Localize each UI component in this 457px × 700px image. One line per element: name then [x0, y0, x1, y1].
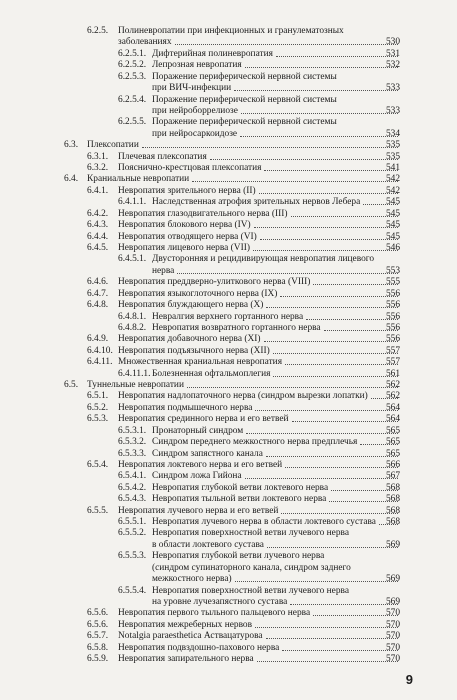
- toc-entry-number: 6.4.11.1.: [118, 368, 151, 379]
- toc-entry-page: 545: [385, 231, 400, 242]
- toc-entry-number: 6.4.7.: [87, 288, 109, 299]
- toc-entry-title: Невропатия лучевого нерва в области локтевого сустава: [152, 517, 376, 528]
- toc-entry-page: 557: [385, 357, 400, 368]
- toc-dot-leader: [259, 184, 398, 194]
- toc-dot-leader: [306, 310, 398, 320]
- toc-entry-page: 569: [385, 539, 400, 550]
- toc-entry-number: 6.2.5.2.: [118, 60, 147, 71]
- toc-dot-leader: [234, 81, 398, 91]
- toc-entry-page: 534: [385, 128, 400, 139]
- toc-entry-title: Пронаторный синдром: [152, 425, 244, 436]
- toc-dot-leader: [245, 58, 398, 68]
- toc-entry-page: 556: [385, 311, 400, 322]
- toc-dot-leader: [260, 230, 398, 240]
- toc-entry-number: 6.5.4.: [87, 459, 109, 470]
- toc-dot-leader: [285, 355, 398, 365]
- toc-entry-page: 570: [385, 619, 400, 630]
- toc-entry-title: нерва: [152, 265, 175, 276]
- toc-dot-leader: [292, 412, 399, 422]
- toc-entry-number: 6.5.: [64, 380, 79, 391]
- toc-entry-title: межкостного нерва): [152, 574, 232, 585]
- toc-entry-title: Невропатия блуждающего нерва (X): [118, 300, 264, 311]
- toc-entry-title: Невропатия глубокой ветви лучевого нерва: [152, 551, 325, 562]
- toc-entry-title: Невропатия глазодвигательного нерва (III): [118, 208, 288, 219]
- toc-dot-leader: [253, 241, 398, 251]
- toc-dot-leader: [266, 447, 398, 457]
- toc-entry-number: 6.5.3.: [87, 414, 109, 425]
- toc-entry-page: 556: [385, 300, 400, 311]
- toc-entry-title: Невропатия подъязычного нерва (XII): [118, 345, 270, 356]
- toc-entry-number: 6.4.10.: [87, 345, 113, 356]
- toc-entry-page: 533: [385, 83, 400, 94]
- toc-entry-number: 6.5.6.: [87, 608, 109, 619]
- toc-entry-number: 6.2.5.1.: [118, 48, 147, 59]
- toc-entry-title: Синдром запястного канала: [152, 448, 263, 459]
- toc-entry-title: Невропатия первого тыльного пальцевого нерва: [118, 608, 311, 619]
- toc-entry-title: Синдром ложа Гийона: [152, 471, 242, 482]
- toc-dot-leader: [187, 378, 398, 388]
- toc-entry-page: 530: [385, 37, 400, 48]
- toc-entry-title: Невралгия верхнего гортанного нерва: [152, 311, 304, 322]
- toc-entry-page: 562: [385, 380, 400, 391]
- toc-entry-page: 532: [385, 60, 400, 71]
- toc-entry-number: 6.5.4.2.: [118, 482, 147, 493]
- toc-entry-number: 6.4.2.: [87, 208, 109, 219]
- toc-dot-leader: [177, 264, 398, 274]
- toc-entry-title: Плечевая плексопатия: [118, 151, 207, 162]
- toc-dot-leader: [254, 218, 398, 228]
- toc-entry-title: Невропатия поверхностной ветви лучевого нерва: [152, 528, 349, 539]
- toc-entry-page: 565: [385, 448, 400, 459]
- toc-entry-page: 566: [385, 459, 400, 470]
- toc-entry-title: Туннельные невропатии: [87, 380, 184, 391]
- toc-entry-number: 6.4.11.: [87, 357, 113, 368]
- toc-entry-page: 568: [385, 505, 400, 516]
- toc-dot-leader: [266, 629, 398, 639]
- toc-dot-leader: [240, 127, 398, 137]
- toc-entry-page: 568: [385, 482, 400, 493]
- toc-entry-title: Невропатия подмышечного нерва: [118, 402, 253, 413]
- toc-entry-title: Невропатия надлопаточного нерва (синдром вырезки лопатки): [118, 391, 368, 402]
- toc-entry-title: Невропатия локтевого нерва и его ветвей: [118, 459, 283, 470]
- toc-entry-title: Лепрозная невропатия: [152, 60, 242, 71]
- toc-entry-title: Дифтерийная полиневропатия: [152, 48, 273, 59]
- toc-entry-title: Невропатия языкоглоточного нерва (IX): [118, 288, 278, 299]
- toc-entry-page: 565: [385, 425, 400, 436]
- toc-entry-title: Невропатия поверхностной ветви лучевого нерва: [152, 585, 349, 596]
- toc-entry-page: 570: [385, 608, 400, 619]
- toc-entry-number: 6.5.2.: [87, 402, 109, 413]
- toc-entry-number: 6.5.1.: [87, 391, 109, 402]
- toc-entry-title: Поражение периферической нервной системы: [152, 117, 337, 128]
- toc-dot-leader: [210, 150, 398, 160]
- toc-entry-page: 570: [385, 631, 400, 642]
- toc-entry-title: Поражение периферической нервной системы: [152, 94, 337, 105]
- toc-entry-number: 6.4.5.1.: [118, 254, 147, 265]
- toc-entry-page: 542: [385, 174, 400, 185]
- toc-dot-leader: [276, 47, 398, 57]
- toc-entry-title: Невропатия глубокой ветви локтевого нерва: [152, 482, 329, 493]
- toc-entry-page: 561: [385, 368, 400, 379]
- toc-entry-page: 545: [385, 208, 400, 219]
- toc-entry-number: 6.5.8.: [87, 642, 109, 653]
- toc-dot-leader: [255, 401, 398, 411]
- toc-entry-title: Notalgia paraesthetica Аствацатурова: [118, 631, 263, 642]
- toc-dot-leader: [175, 35, 398, 45]
- toc-dot-leader: [257, 652, 398, 662]
- toc-entry-page: 546: [385, 242, 400, 253]
- toc-entry-number: 6.4.8.1.: [118, 311, 147, 322]
- toc-entry-title: Невропатия лицевого нерва (VII): [118, 242, 250, 253]
- toc-entry-title: Синдром переднего межкостного нерва предплечья: [152, 437, 358, 448]
- toc-entry-page: 567: [385, 471, 400, 482]
- toc-dot-leader: [285, 458, 398, 468]
- toc-entry-page: 535: [385, 140, 400, 151]
- toc-entry-number: 6.3.1.: [87, 151, 109, 162]
- toc-dot-leader: [245, 469, 398, 479]
- toc-entry-number: 6.5.5.1.: [118, 517, 147, 528]
- page-number: 9: [405, 672, 413, 687]
- toc-entry-page: 531: [385, 48, 400, 59]
- toc-entry-number: 6.4.5.: [87, 242, 109, 253]
- toc-entry-title: Наследственная атрофия зрительных нервов Лебера: [152, 197, 361, 208]
- toc-entry-number: 6.3.: [64, 140, 79, 151]
- toc-entry-title: Невропатия блокового нерва (IV): [118, 220, 251, 231]
- toc-dot-leader: [282, 641, 398, 651]
- toc-dot-leader: [192, 172, 398, 182]
- toc-entry-number: 6.2.5.5.: [118, 117, 147, 128]
- toc-entry-number: 6.5.5.3.: [118, 551, 147, 562]
- toc-dot-leader: [241, 104, 398, 114]
- toc-entry-title: Невропатия отводящего нерва (VI): [118, 231, 257, 242]
- toc-entry-page: 570: [385, 654, 400, 665]
- toc-dot-leader: [264, 161, 398, 171]
- toc-entry-title: Невропатия зрительного нерва (II): [118, 185, 256, 196]
- toc-entry-page: 556: [385, 288, 400, 299]
- toc-dot-leader: [281, 504, 398, 514]
- toc-entry-title: Поражение периферической нервной системы: [152, 71, 337, 82]
- toc-dot-leader: [290, 595, 398, 605]
- toc-entry-page: 562: [385, 391, 400, 402]
- toc-entry-title: на уровне лучезапястного сустава: [152, 597, 288, 607]
- toc-entry-number: 6.4.1.1.: [118, 197, 147, 208]
- toc-entry-title: Полиневропатии при инфекционных и гранулематозных: [118, 26, 344, 36]
- toc-entry-title: Невропатия срединного нерва и его ветвей: [118, 414, 289, 425]
- toc-entry-number: 6.2.5.4.: [118, 94, 147, 105]
- toc-entry-number: 6.4.4.: [87, 231, 109, 242]
- toc-entry-number: 6.5.5.: [87, 505, 109, 516]
- toc-dot-leader: [264, 332, 398, 342]
- toc-entry-number: 6.5.3.1.: [118, 425, 147, 436]
- toc-entry-page: 569: [385, 574, 400, 585]
- toc-dot-leader: [246, 424, 398, 434]
- toc-entry-page: 564: [385, 414, 400, 425]
- toc-entry-number: 6.5.7.: [87, 631, 109, 642]
- toc-entry-number: 6.3.2.: [87, 163, 109, 174]
- toc-entry-number: 6.5.9.: [87, 654, 109, 665]
- toc-dot-leader: [235, 572, 398, 582]
- toc-entry-title: Невропатия добавочного нерва (XI): [118, 334, 261, 345]
- toc-entry-page: 533: [385, 105, 400, 116]
- toc-entry-number: 6.4.: [64, 174, 79, 185]
- toc-entry-title: Множественная краниальная невропатия: [118, 357, 283, 368]
- toc-entry-page: 568: [385, 494, 400, 505]
- toc-entry-number: 6.5.5.2.: [118, 528, 147, 539]
- toc-entry-title: Невропатия лучевого нерва и его ветвей: [118, 505, 279, 516]
- toc-entry-title: при нейросаркоидозе: [152, 128, 238, 139]
- toc-entry-page: 542: [385, 185, 400, 196]
- toc-entry-number: 6.4.8.2.: [118, 322, 147, 333]
- toc-entry-number: 6.5.4.1.: [118, 471, 147, 482]
- toc-dot-leader: [273, 367, 398, 377]
- toc-dot-leader: [266, 298, 398, 308]
- toc-entry-title: при нейроборрелиозе: [152, 105, 238, 116]
- toc-entry-number: 6.4.3.: [87, 220, 109, 231]
- toc-entry-number: 6.5.3.3.: [118, 448, 147, 459]
- toc-entry-page: 564: [385, 402, 400, 413]
- toc-entry-title: Невропатия преддверно-улиткового нерва (VIII): [118, 277, 311, 288]
- toc-entry-page: 570: [385, 642, 400, 653]
- toc-entry-title: Невропатия запирательного нерва: [118, 654, 254, 665]
- toc-entry-page: 545: [385, 220, 400, 231]
- toc-entry-number: 6.4.1.: [87, 185, 109, 196]
- toc-entry-page: 565: [385, 437, 400, 448]
- toc-entry-number: 6.4.6.: [87, 277, 109, 288]
- toc-entry-page: 569: [385, 597, 400, 607]
- toc-entry-page: 553: [385, 265, 400, 276]
- toc-dot-leader: [273, 344, 398, 354]
- toc-dot-leader: [291, 207, 398, 217]
- toc-entry-page: 555: [385, 277, 400, 288]
- toc-dot-leader: [267, 538, 398, 548]
- toc-entry-title: Болезненная офтальмоплегия: [152, 368, 271, 379]
- toc-entry-title: заболеваниях: [118, 37, 172, 48]
- toc-entry-title: Невропатия тыльной ветви локтевого нерва: [152, 494, 327, 505]
- toc-entry-number: 6.2.5.3.: [118, 71, 147, 82]
- toc-entry-number: 6.5.5.4.: [118, 585, 147, 596]
- toc-entry-title: Невропатия подвздошно-пахового нерва: [118, 642, 280, 653]
- toc-dot-leader: [142, 138, 398, 148]
- toc-entry-title: Невропатия межреберных нервов: [118, 619, 253, 630]
- toc-entry-number: 6.5.6.: [87, 619, 109, 630]
- toc-entry-page: 535: [385, 151, 400, 162]
- toc-dot-leader: [255, 618, 398, 628]
- toc-entry-page: 556: [385, 334, 400, 345]
- toc-entry: [0, 652, 457, 666]
- toc-entry-page: 556: [385, 322, 400, 333]
- toc-entry-title: Пояснично-крестцовая плексопатия: [118, 163, 262, 174]
- toc-entry-page: 545: [385, 197, 400, 208]
- toc-entry-title: в области локтевого сустава: [152, 539, 264, 550]
- toc-entry-title: Краниальные невропатии: [87, 174, 190, 185]
- toc-dot-leader: [280, 287, 398, 297]
- toc-entry-number: 6.5.3.2.: [118, 437, 147, 448]
- toc-entry-number: 6.2.5.: [87, 26, 109, 36]
- toc-entry-title: (синдром супинаторного канала, синдром заднего: [152, 562, 351, 573]
- toc-entry-page: 557: [385, 345, 400, 356]
- toc-entry-title: Плексопатии: [87, 140, 139, 151]
- toc-entry-title: при ВИЧ-инфекции: [152, 83, 232, 94]
- toc-entry-number: 6.5.4.3.: [118, 494, 147, 505]
- toc-entry-page: 568: [385, 517, 400, 528]
- toc-entry-title: Двусторонняя и рецидивирующая невропатия лицевого: [152, 254, 375, 265]
- toc-entry-number: 6.4.8.: [87, 300, 109, 311]
- toc-entry-title: Невропатия возвратного гортанного нерва: [152, 322, 321, 333]
- toc-entry-page: 541: [385, 163, 400, 174]
- toc-entry-number: 6.4.9.: [87, 334, 109, 345]
